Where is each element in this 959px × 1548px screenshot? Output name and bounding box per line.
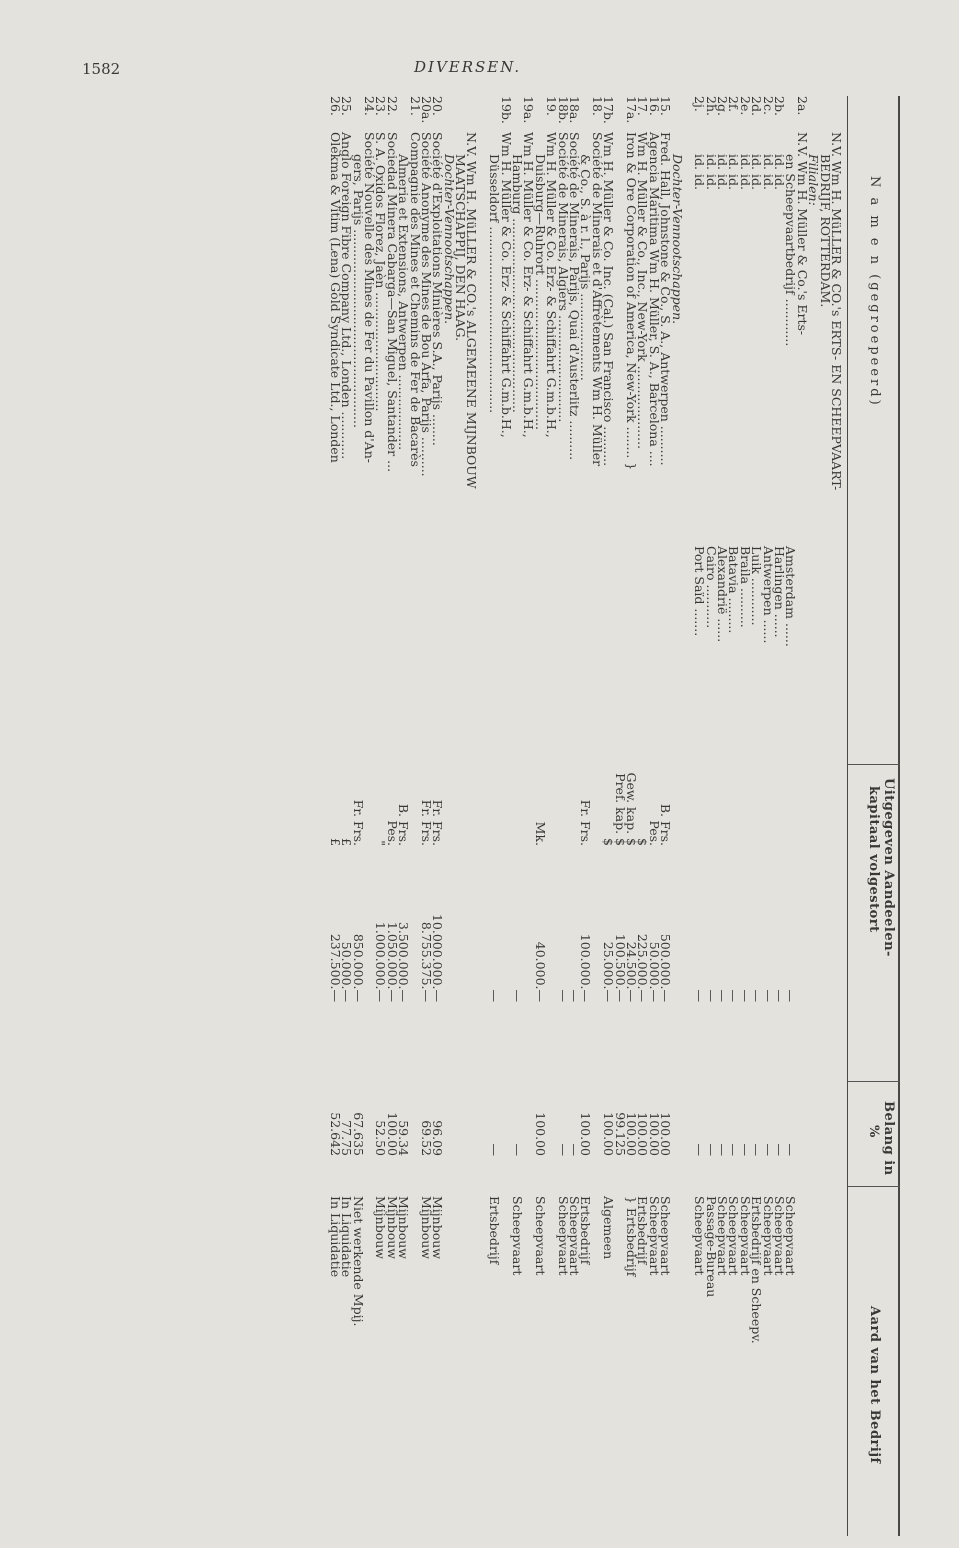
- row-aard: Algemeen: [601, 1196, 617, 1260]
- table-row: [487, 96, 503, 1536]
- row-amount: 25.000.—: [601, 941, 617, 1002]
- table-row: [589, 96, 605, 1536]
- row-amount: 850.000.—: [350, 933, 366, 1002]
- row-aard: Scheepvaart: [510, 1196, 526, 1276]
- row-name: BEDRIJF, ROTTERDAM.: [817, 154, 833, 308]
- table-row: [794, 96, 810, 1536]
- row-number: 18.: [589, 96, 605, 116]
- row-name: Fred. Hall, Johnstone & Co., S. A., Antwerpen ..........: [658, 132, 674, 466]
- row-belang: 100.00: [658, 1112, 674, 1156]
- row-number: 2g.: [715, 96, 731, 116]
- row-name: Dochter-Vennootschappen.: [441, 154, 457, 325]
- row-belang: 59.34: [396, 1120, 412, 1156]
- row-amount: 1.050.000.—: [384, 921, 400, 1002]
- row-belang: 67.635: [350, 1112, 366, 1156]
- row-number: 17a.: [623, 96, 639, 124]
- row-aard: Passage-Bureau: [703, 1196, 719, 1298]
- table-row: [327, 96, 343, 1536]
- row-number: 25.: [339, 96, 355, 116]
- table-row: [772, 96, 788, 1536]
- row-number: 23.: [373, 96, 389, 116]
- row-number: 18b.: [555, 96, 571, 124]
- row-name: Wm H. Müller & Co. Erz- & Schiffahrt G.m.b.H.,: [544, 132, 560, 438]
- row-amount: 50.000.—: [646, 941, 662, 1002]
- table-body: [329, 96, 842, 1536]
- row-amount: —: [703, 989, 719, 1002]
- header-divider: [848, 1081, 900, 1082]
- header-belang-line1: Belang in: [881, 1101, 896, 1176]
- row-place: Alexandrië ......: [715, 546, 731, 643]
- row-name: Société d'Exploitations Minières S.A., Parijs ........: [430, 132, 446, 446]
- row-name: id. id.: [760, 154, 776, 190]
- row-currency: Gew. kap. $: [623, 772, 639, 846]
- row-name: en Scheepvaartbedrijf ............: [783, 154, 799, 347]
- row-number: 22.: [384, 96, 400, 116]
- row-place: Harlingen ......: [772, 546, 788, 638]
- row-aard: Mijnbouw: [373, 1196, 389, 1260]
- row-belang: 100.00: [646, 1112, 662, 1156]
- row-name: id. id.: [692, 154, 708, 190]
- row-name: Société de Minerais, Parijs, Quai d'Austerlitz ..........: [567, 132, 583, 461]
- row-amount: 237.500.—: [327, 933, 343, 1002]
- row-name: Wm H. Müller & Co. Inc. (Cal.) San Francisco ..........: [601, 132, 617, 467]
- row-currency: Pes.: [384, 820, 400, 846]
- row-number: 20.: [430, 96, 446, 116]
- row-name: Dochter-Vennootschappen.: [669, 154, 685, 325]
- row-belang: —: [749, 1143, 765, 1156]
- row-aard: Ertsbedrijf: [635, 1196, 651, 1265]
- row-number: 19a.: [521, 96, 537, 124]
- row-aard: Mijnbouw: [418, 1196, 434, 1260]
- row-amount: 8.755.375.—: [418, 921, 434, 1002]
- row-name: id. id.: [703, 154, 719, 190]
- table-row: [715, 96, 731, 1536]
- row-aard: Niet werkende Mpij.: [350, 1196, 366, 1327]
- row-currency: £: [339, 838, 355, 846]
- row-number: 21.: [407, 96, 423, 116]
- table-row: [737, 96, 753, 1536]
- row-currency: B. Frs.: [396, 803, 412, 846]
- row-aard: Scheepvaart: [555, 1196, 571, 1276]
- row-belang: 77.75: [339, 1120, 355, 1156]
- row-amount: 50.000.—: [339, 941, 355, 1002]
- row-currency: Fr. Frs.: [430, 799, 446, 846]
- row-amount: —: [749, 989, 765, 1002]
- row-currency: ": [373, 840, 389, 846]
- row-amount: 3.500.000.—: [396, 921, 412, 1002]
- page-number: 1582: [82, 60, 121, 78]
- row-amount: —: [510, 989, 526, 1002]
- row-belang: 52.642: [327, 1112, 343, 1156]
- row-number: 24.: [361, 96, 377, 116]
- row-name: N.V. Wm H. Müller & Co.'s Erts-: [794, 132, 810, 336]
- row-number: 19b.: [498, 96, 514, 124]
- row-name: Sociedad Minera Cabarga—San Miguel, Santander ...: [384, 132, 400, 473]
- row-amount: 24.500.—: [623, 941, 639, 1002]
- row-name: id. id.: [726, 154, 742, 190]
- row-amount: 1.000.000.—: [373, 921, 389, 1002]
- row-number: 2c.: [760, 96, 776, 115]
- row-number: 17.: [635, 96, 651, 116]
- row-name: id. id.: [737, 154, 753, 190]
- row-place: Luik ............: [749, 546, 765, 626]
- row-currency: £: [327, 838, 343, 846]
- row-amount: 10.000.000.—: [430, 913, 446, 1002]
- row-belang: —: [783, 1143, 799, 1156]
- row-amount: —: [760, 989, 776, 1002]
- row-amount: —: [737, 989, 753, 1002]
- header-belang: [844, 1101, 896, 1176]
- row-aard: Scheepvaart: [760, 1196, 776, 1276]
- row-number: 19.: [544, 96, 560, 116]
- row-name: Filialen:: [806, 154, 822, 206]
- row-belang: 100.00: [384, 1112, 400, 1156]
- row-name: Anglo Foreign Fibre Company Ltd., Londen ............: [339, 132, 355, 460]
- table-row: [692, 96, 708, 1536]
- row-number: 26.: [327, 96, 343, 116]
- row-number: 2h.: [703, 96, 719, 116]
- row-amount: —: [715, 989, 731, 1002]
- row-aard: Mijnbouw: [384, 1196, 400, 1260]
- row-name: Wm H. Müller & Co. Erz- & Schiffahrt G.m.b.H.,: [498, 132, 514, 438]
- row-name: Wm H. Müller & Co. Erz- & Schiffahrt G.m.b.H.,: [521, 132, 537, 438]
- row-belang: —: [760, 1143, 776, 1156]
- row-belang: —: [487, 1143, 503, 1156]
- row-aard: Mijnbouw: [430, 1196, 446, 1260]
- row-place: Batavia .........: [726, 546, 742, 634]
- row-belang: —: [772, 1143, 788, 1156]
- header-names: N a m e n (gegroepeerd): [867, 176, 882, 408]
- row-number: 18a.: [567, 96, 583, 124]
- table-row: [384, 96, 400, 1536]
- rotated-table: [70, 96, 900, 1536]
- row-amount: —: [567, 989, 583, 1002]
- row-aard: Scheepvaart: [532, 1196, 548, 1276]
- row-amount: —: [555, 989, 571, 1002]
- row-aard: Scheepvaart: [692, 1196, 708, 1276]
- row-aard: Scheepvaart: [567, 1196, 583, 1276]
- row-amount: —: [772, 989, 788, 1002]
- row-aard: In Liquidatie: [327, 1196, 343, 1278]
- row-name: Olekma & Vitim (Lena) Gold Syndicate Ltd., Londen: [327, 132, 343, 463]
- row-name: Iron & Ore Corporation of America, New-York ........ }: [623, 132, 639, 471]
- row-name: MAATSCHAPPIJ, DEN HAAG.: [453, 154, 469, 342]
- row-aard: } Ertsbedrijf: [623, 1196, 639, 1277]
- row-belang: —: [726, 1143, 742, 1156]
- row-aard: Mijnbouw: [396, 1196, 412, 1260]
- header-capital-line2: kapitaal volgestort: [866, 786, 881, 933]
- row-amount: —: [487, 989, 503, 1002]
- row-aard: Scheepvaart: [658, 1196, 674, 1276]
- row-number: 2b.: [772, 96, 788, 116]
- row-aard: Scheepvaart: [715, 1196, 731, 1276]
- row-name: & Co., S. à r. l., Parijs ......................: [578, 154, 594, 381]
- row-name: gers, Parijs ..................................................: [350, 154, 366, 428]
- row-number: 20a.: [418, 96, 434, 124]
- row-name: N.V. Wm H. MüLLER & CO.'s ALGEMEENE MIJNBOUW: [464, 132, 480, 489]
- row-name: S. A. Oxidos Florez, Jaèn ..............................: [373, 132, 389, 412]
- row-place: Cairo ...........: [703, 546, 719, 629]
- table-row: [532, 96, 548, 1536]
- row-number: 17b.: [601, 96, 617, 124]
- row-number: 2d.: [749, 96, 765, 116]
- section-title: DIVERSEN.: [414, 58, 522, 76]
- row-amount: —: [783, 989, 799, 1002]
- row-name: Société Nouvelle des Mines de Fer du Pavillon d'An-: [361, 132, 377, 464]
- row-name: Compagnie des Mines et Chemins de Fer de Bacarès: [407, 132, 423, 467]
- table-row: [749, 96, 765, 1536]
- row-belang: —: [555, 1143, 571, 1156]
- row-name: Société Anonyme des Mines de Bou Arfa, Parijs ..........: [418, 132, 434, 477]
- row-name: Hamburg .................................................: [510, 154, 526, 413]
- row-aard: Scheepvaart: [783, 1196, 799, 1276]
- row-aard: Scheepvaart: [772, 1196, 788, 1276]
- row-belang: —: [703, 1143, 719, 1156]
- row-name: id. id.: [772, 154, 788, 190]
- row-amount: 40.000.—: [532, 941, 548, 1002]
- row-belang: —: [692, 1143, 708, 1156]
- row-aard: Ertsbedrijf en Scheepv.: [749, 1196, 765, 1344]
- row-name: Société de Minerais, Algiers ...........................: [555, 132, 571, 423]
- row-number: 2e.: [737, 96, 753, 116]
- row-aard: Scheepvaart: [737, 1196, 753, 1276]
- row-currency: Fr. Frs.: [350, 799, 366, 846]
- row-belang: 69.52: [418, 1120, 434, 1156]
- row-amount: 100.000.—: [578, 933, 594, 1002]
- row-belang: —: [567, 1143, 583, 1156]
- row-place: Port Saïd .......: [692, 546, 708, 637]
- table-top-rule: [898, 96, 900, 1536]
- header-aard: Aard van het Bedrijf: [867, 1306, 882, 1464]
- row-aard: Ertsbedrijf: [578, 1196, 594, 1265]
- row-number: 15.: [658, 96, 674, 116]
- row-number: 2a.: [794, 96, 810, 116]
- table-row: [726, 96, 742, 1536]
- row-name: Wm H. Müller & Co., Inc., New-York .....................: [635, 132, 651, 450]
- row-name: Almeria et Extensions, Antwerpen ...................: [396, 154, 412, 451]
- table-row: [817, 96, 833, 1536]
- row-name: Düsseldorf ...............................................: [487, 154, 503, 414]
- row-currency: $: [601, 838, 617, 846]
- table-row: [783, 96, 799, 1536]
- row-aard: Scheepvaart: [646, 1196, 662, 1276]
- row-name: Duisburg—Ruhrort ......................................: [532, 154, 548, 430]
- row-currency: Pref. kap. $: [612, 773, 628, 846]
- table-row: [441, 96, 457, 1536]
- row-belang: 100.00: [578, 1112, 594, 1156]
- row-name: N.V. Wm H. MüLLER & CO.'s ERTS- EN SCHEEPVAART-: [829, 132, 844, 491]
- row-belang: 100.00: [601, 1112, 617, 1156]
- row-amount: —: [692, 989, 708, 1002]
- row-place: Braila ..........: [737, 546, 753, 628]
- row-amount: 225.000.—: [635, 933, 651, 1002]
- row-belang: 96.09: [430, 1120, 446, 1156]
- table-row: [831, 96, 842, 1536]
- row-belang: —: [510, 1143, 526, 1156]
- header-divider: [848, 764, 900, 765]
- row-amount: 100.500.—: [612, 933, 628, 1002]
- row-belang: 100.00: [623, 1112, 639, 1156]
- row-place: Amsterdam ......: [783, 546, 799, 647]
- row-currency: Fr. Frs.: [418, 799, 434, 846]
- header-divider: [848, 1186, 900, 1187]
- row-belang: 52.50: [373, 1120, 389, 1156]
- row-aard: Scheepvaart: [726, 1196, 742, 1276]
- row-aard: Ertsbedrijf: [487, 1196, 503, 1265]
- row-place: Antwerpen ......: [760, 546, 776, 644]
- row-belang: —: [715, 1143, 731, 1156]
- row-number: 16.: [646, 96, 662, 116]
- row-number: 2j.: [692, 96, 708, 112]
- row-name: id. id.: [749, 154, 765, 190]
- row-aard: In Liquidatie: [339, 1196, 355, 1278]
- row-amount: 500.000.—: [658, 933, 674, 1002]
- row-name: Société de Minerais et d'Affrètements Wm H. Müller: [589, 132, 605, 467]
- row-belang: 100.00: [635, 1112, 651, 1156]
- table-header-rule: [847, 96, 848, 1536]
- row-name: Agencia Maritima Wm H. Müller, S. A., Barcelona ....: [646, 132, 662, 467]
- row-belang: 100.00: [532, 1112, 548, 1156]
- row-name: id. id.: [715, 154, 731, 190]
- table-row: [703, 96, 719, 1536]
- row-currency: Pes.: [646, 820, 662, 846]
- row-amount: —: [726, 989, 742, 1002]
- table-row: [646, 96, 662, 1536]
- header-belang-line2: %: [866, 1125, 881, 1138]
- header-capital: [844, 778, 896, 957]
- header-capital-line1: Uitgegeven Aandeelen-: [881, 778, 896, 957]
- row-currency: $: [635, 838, 651, 846]
- row-currency: B. Frs.: [658, 803, 674, 846]
- table-row: [478, 96, 489, 1536]
- row-belang: 99.125: [612, 1112, 628, 1156]
- row-number: 2f.: [726, 96, 742, 113]
- row-currency: Mk.: [532, 821, 548, 846]
- row-belang: —: [737, 1143, 753, 1156]
- row-currency: Fr. Frs.: [578, 799, 594, 846]
